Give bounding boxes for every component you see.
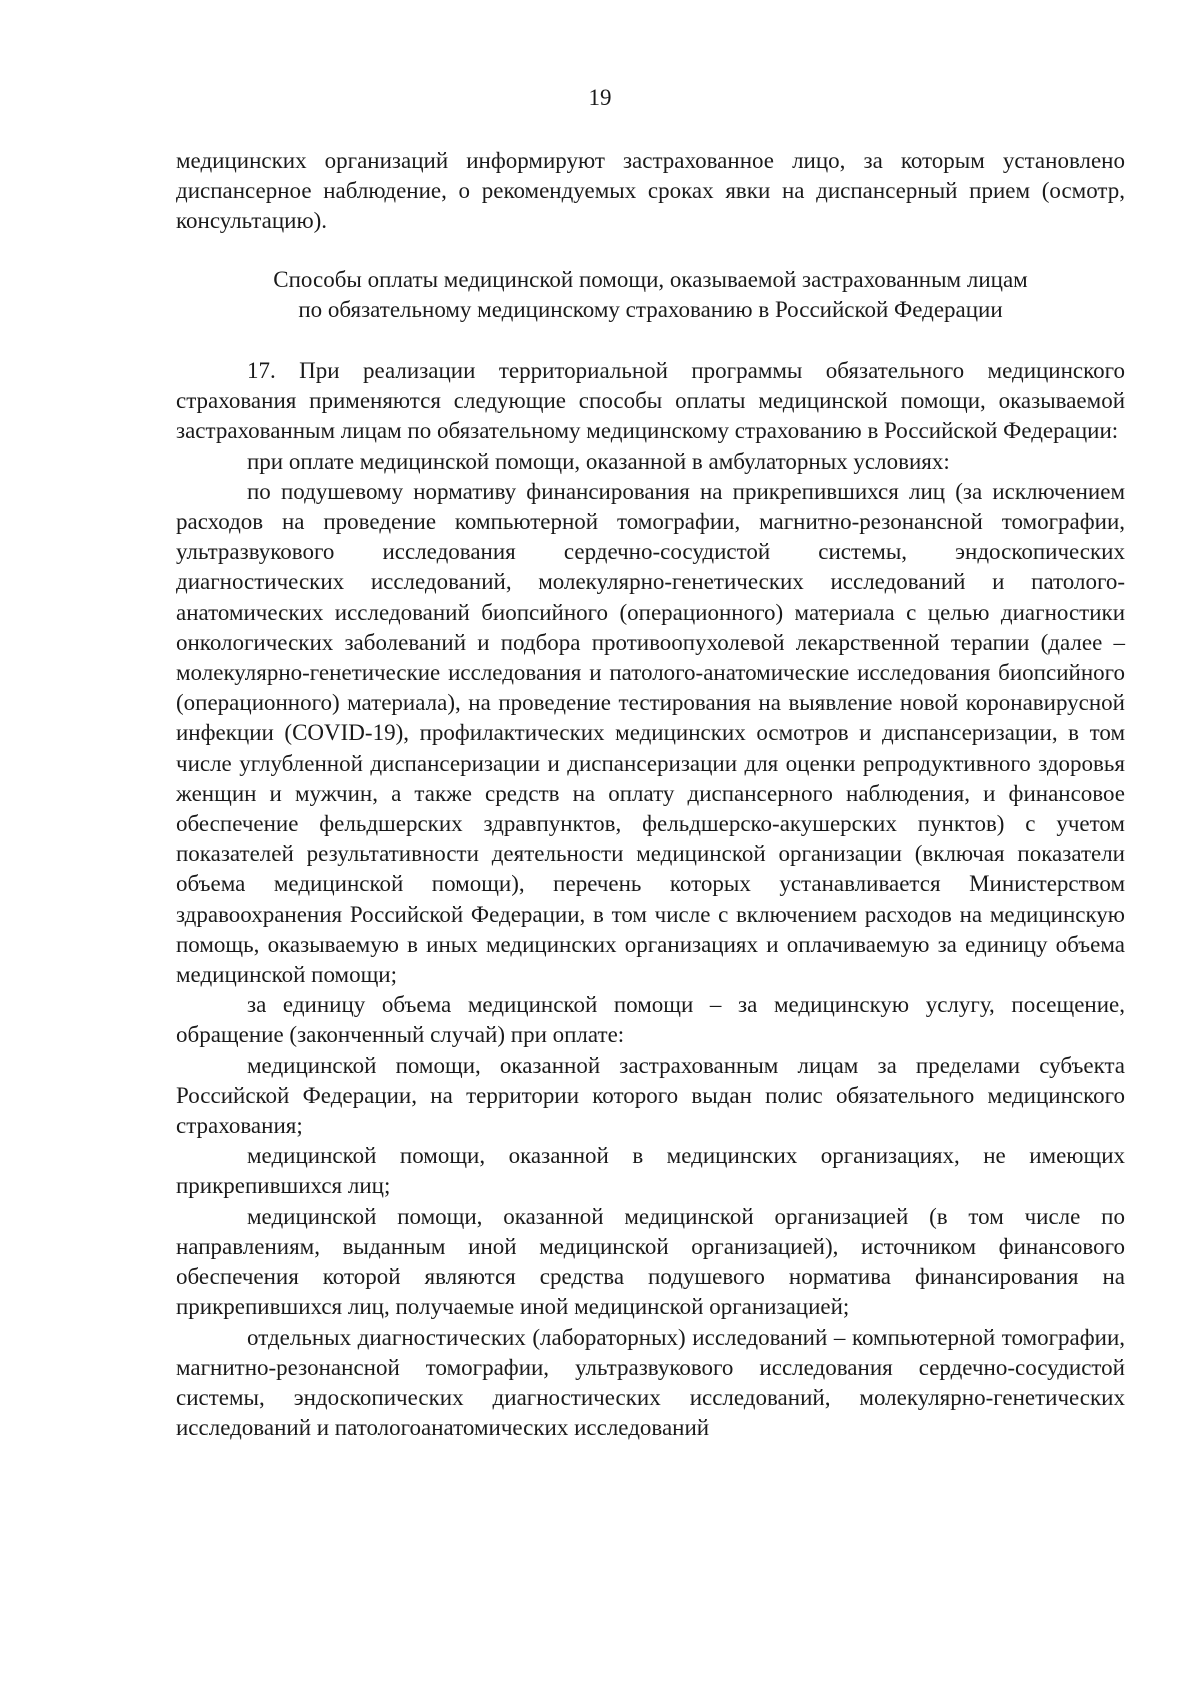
paragraph-referrals: медицинской помощи, оказанной медицинской организацией (в том числе по направлениям, выданным иной медицинской организацией), источником финансового обеспечения которой являются средства подушевого норматива финансирования на прикрепившихся лиц, получаемые иной медицинской организацией; [176,1203,1125,1320]
body-text-block [176,356,1125,1443]
paragraph-no-attached: медицинской помощи, оказанной в медицинских организациях, не имеющих прикрепившихся лиц; [176,1143,1125,1199]
paragraph-unit-volume: за единицу объема медицинской помощи – за медицинскую услугу, посещение, обращение (законченный случай) при оплате: [176,992,1125,1048]
paragraph-diagnostic-tests: отдельных диагностических (лабораторных) исследований – компьютерной томографии, магнитно-резонансной томографии, ультразвукового исследования сердечно-сосудистой системы, эндоскопических диагностических исследований, молекулярно-генетических исследований и патологоанатомических исследований [176,1324,1125,1441]
page-number: 19 [588,85,612,110]
section-heading [176,265,1125,325]
intro-paragraph: медицинских организаций информируют застрахованное лицо, за которым установлено диспансерное наблюдение, о рекомендуемых сроках явки на диспансерный прием (осмотр, консультацию). [176,148,1125,234]
paragraph-17-intro: 17. При реализации территориальной программы обязательного медицинского страхования применяются следующие способы оплаты медицинской помощи, оказываемой застрахованным лицам по обязательному медицинскому страхованию в Российской Федерации: [176,358,1125,444]
paragraph-per-capita: по подушевому нормативу финансирования на прикрепившихся лиц (за исключением расходов на проведение компьютерной томографии, магнитно-резонансной томографии, ультразвукового исследования сердечно-сосудистой системы, эндоскопических диагностических исследований, молекулярно-генетических исследований и патолого-анатомических исследований биопсийного (операционного) материала с целью диагностики онкологических заболеваний и подбора противоопухолевой лекарственной терапии (далее – молекулярно-генетические исследования и патолого-анатомические исследования биопсийного (операционного) материала), на проведение тестирования на выявление новой коронавирусной инфекции (COVID-19), профилактических медицинских осмотров и диспансеризации, в том числе углубленной диспансеризации и диспансеризации для оценки репродуктивного здоровья женщин и мужчин, а также средств на оплату диспансерного наблюдения, и финансовое обеспечение фельдшерских здравпунктов, фельдшерско-акушерских пунктов) с учетом показателей результативности деятельности медицинской организации (включая показатели объема медицинской помощи), перечень которых устанавливается Министерством здравоохранения Российской Федерации, в том числе с включением расходов на медицинскую помощь, оказываемую в иных медицинских организациях и оплачиваемую за единицу объема медицинской помощи; [176,478,1125,988]
paragraph-ambulatory: при оплате медицинской помощи, оказанной в амбулаторных условиях: [247,448,950,474]
section-heading-line-1: Способы оплаты медицинской помощи, оказываемой застрахованным лицам [273,267,1028,292]
section-heading-line-2: по обязательному медицинскому страхованию в Российской Федерации [298,297,1003,323]
intro-text-block [176,146,1125,237]
paragraph-outside-region: медицинской помощи, оказанной застрахованным лицам за пределами субъекта Российской Федерации, на территории которого выдан полис обязательного медицинского страхования; [176,1052,1125,1139]
